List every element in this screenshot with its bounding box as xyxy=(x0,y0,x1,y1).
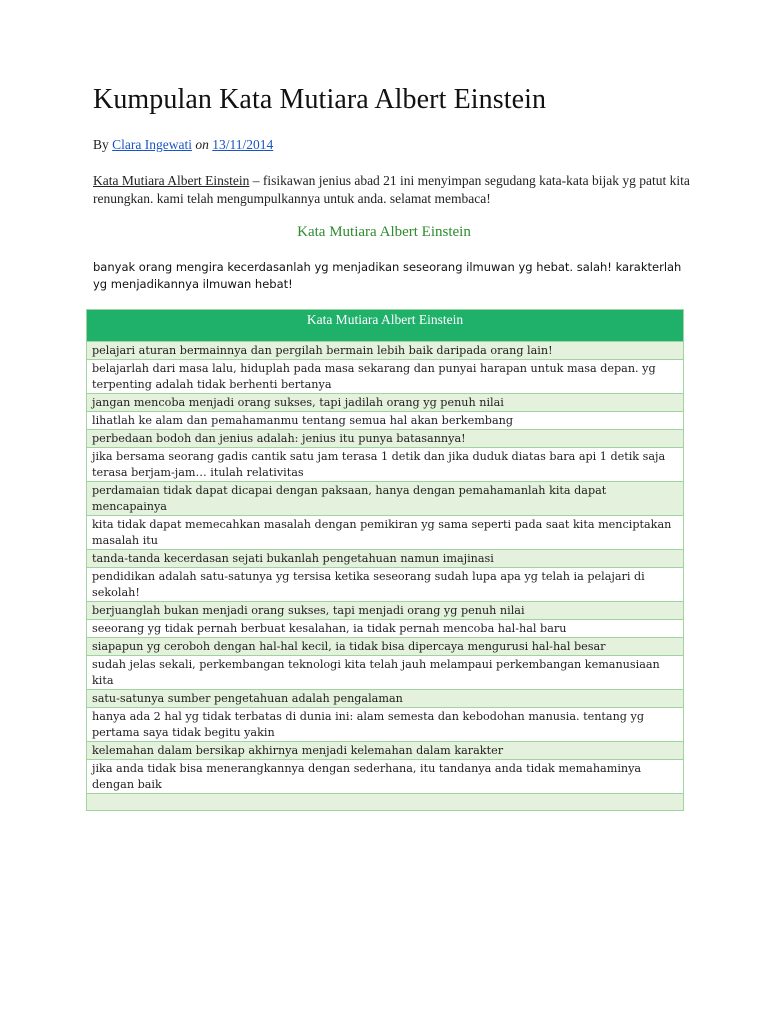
table-row xyxy=(87,550,684,568)
table-row xyxy=(87,394,684,412)
table-row xyxy=(87,342,684,360)
date-link[interactable]: 13/11/2014 xyxy=(212,137,274,152)
section-heading: Kata Mutiara Albert Einstein xyxy=(297,224,471,240)
quote-cell: perdamaian tidak dapat dicapai dengan paksaan, hanya dengan pemahamanlah kita dapat mencapainya xyxy=(87,482,684,516)
quote-cell: belajarlah dari masa lalu, hiduplah pada masa sekarang dan punyai harapan untuk masa depan. yg terpenting adalah tidak berhenti bertanya xyxy=(87,360,684,394)
author-link[interactable]: Clara Ingewati xyxy=(112,137,192,152)
table-row xyxy=(87,620,684,638)
table-row xyxy=(87,602,684,620)
table-row-empty xyxy=(87,794,684,811)
quote-cell: hanya ada 2 hal yg tidak terbatas di dunia ini: alam semesta dan kebodohan manusia. tentang yg pertama saya tidak begitu yakin xyxy=(87,708,684,742)
quote-cell: lihatlah ke alam dan pemahamanmu tentang semua hal akan berkembang xyxy=(87,412,684,430)
quote-cell: kita tidak dapat memecahkan masalah dengan pemikiran yg sama seperti pada saat kita menciptakan masalah itu xyxy=(87,516,684,550)
quote-cell: kelemahan dalam bersikap akhirnya menjadi kelemahan dalam karakter xyxy=(87,742,684,760)
table-row xyxy=(87,638,684,656)
quote-cell: seeorang yg tidak pernah berbuat kesalahan, ia tidak pernah mencoba hal-hal baru xyxy=(87,620,684,638)
intro-link[interactable]: Kata Mutiara Albert Einstein xyxy=(93,173,250,188)
table-row xyxy=(87,690,684,708)
byline-on: on xyxy=(195,137,209,152)
table-header: Kata Mutiara Albert Einstein xyxy=(87,310,684,342)
quote-cell: jika bersama seorang gadis cantik satu jam terasa 1 detik dan jika duduk diatas bara api 1 detik saja terasa berjam-jam… itulah relativitas xyxy=(87,448,684,482)
quote-cell: berjuanglah bukan menjadi orang sukses, tapi menjadi orang yg penuh nilai xyxy=(87,602,684,620)
intro-text: – fisikawan jenius abad 21 ini menyimpan segudang kata-kata bijak yg patut kita renungkan. kami telah mengumpulkannya untuk anda. selamat membaca! xyxy=(93,173,690,206)
quote-cell: satu-satunya sumber pengetahuan adalah pengalaman xyxy=(87,690,684,708)
quote-cell: pelajari aturan bermainnya dan pergilah bermain lebih baik daripada orang lain! xyxy=(87,342,684,360)
table-row xyxy=(87,412,684,430)
quotes-table-body xyxy=(87,342,684,811)
quote-cell: sudah jelas sekali, perkembangan teknologi kita telah jauh melampaui perkembangan kemanusiaan kita xyxy=(87,656,684,690)
quote-cell: jangan mencoba menjadi orang sukses, tapi jadilah orang yg penuh nilai xyxy=(87,394,684,412)
quotes-table xyxy=(86,309,684,811)
byline-by: By xyxy=(93,137,109,152)
empty-cell xyxy=(87,794,684,811)
intro-note: banyak orang mengira kecerdasanlah yg menjadikan seseorang ilmuwan yg hebat. salah! karakterlah yg menjadikannya ilmuwan hebat! xyxy=(93,260,682,291)
table-row xyxy=(87,656,684,690)
quote-cell: pendidikan adalah satu-satunya yg tersisa ketika seseorang sudah lupa apa yg telah ia pelajari di sekolah! xyxy=(87,568,684,602)
table-row xyxy=(87,448,684,482)
quote-cell: siapapun yg ceroboh dengan hal-hal kecil, ia tidak bisa dipercaya mengurusi hal-hal besar xyxy=(87,638,684,656)
table-row xyxy=(87,742,684,760)
table-row xyxy=(87,760,684,794)
table-header-row xyxy=(87,310,684,342)
quote-cell: tanda-tanda kecerdasan sejati bukanlah pengetahuan namun imajinasi xyxy=(87,550,684,568)
table-row xyxy=(87,482,684,516)
byline xyxy=(93,137,273,153)
table-row xyxy=(87,568,684,602)
page-title: Kumpulan Kata Mutiara Albert Einstein xyxy=(93,84,547,115)
table-row xyxy=(87,708,684,742)
table-row xyxy=(87,360,684,394)
quote-cell: jika anda tidak bisa menerangkannya dengan sederhana, itu tandanya anda tidak memahaminya dengan baik xyxy=(87,760,684,794)
table-row xyxy=(87,430,684,448)
quote-cell: perbedaan bodoh dan jenius adalah: jenius itu punya batasannya! xyxy=(87,430,684,448)
table-row xyxy=(87,516,684,550)
intro-paragraph xyxy=(93,172,693,208)
